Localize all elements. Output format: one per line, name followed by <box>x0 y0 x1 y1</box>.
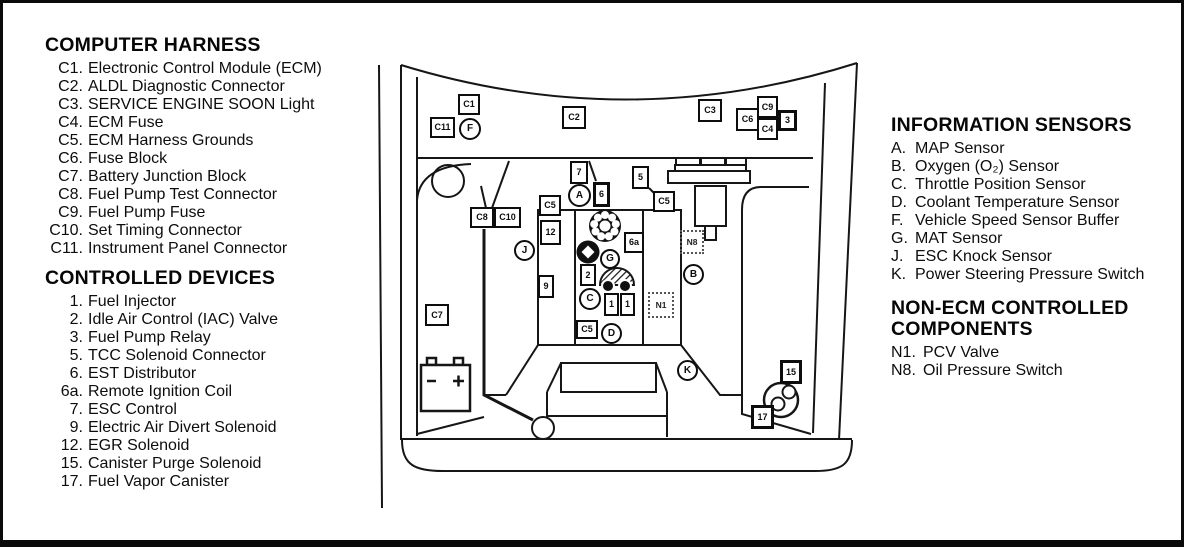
marker-c5-right: C5 <box>653 191 675 212</box>
item-id: F. <box>891 212 904 229</box>
item-id: C9. <box>58 204 83 221</box>
legend-item <box>45 293 381 311</box>
legend-item <box>45 383 381 401</box>
marker-a: A <box>568 184 591 207</box>
item-label: EGR Solenoid <box>88 437 190 454</box>
item-label: ECM Harness Grounds <box>88 132 254 149</box>
item-label: ECM Fuse <box>88 114 164 131</box>
strut-line <box>492 161 509 208</box>
marker-n1: N1 <box>648 292 674 318</box>
marker-c1: C1 <box>458 94 480 115</box>
item-id: 1. <box>69 293 83 310</box>
marker-2: 2 <box>580 264 596 286</box>
marker-3: 3 <box>778 110 797 131</box>
item-id: 15. <box>60 455 83 472</box>
legend-item <box>45 419 381 437</box>
crossmember <box>547 363 667 437</box>
item-id: 3. <box>69 329 83 346</box>
right-fender-corner <box>742 187 809 210</box>
battery <box>421 358 470 411</box>
legend-item <box>45 347 381 365</box>
item-label: SERVICE ENGINE SOON Light <box>88 96 315 113</box>
engine-cradle-left <box>506 345 538 395</box>
item-label: Fuel Pump Relay <box>88 329 211 346</box>
marker-b: B <box>683 264 704 285</box>
item-label: Electronic Control Module (ECM) <box>88 60 322 77</box>
marker-6: 6 <box>593 182 610 207</box>
item-label: Fuel Vapor Canister <box>88 473 230 490</box>
controlled-devices-title: CONTROLLED DEVICES <box>45 267 276 289</box>
legend-item <box>891 176 1173 194</box>
marker-c5-bottom: C5 <box>576 320 598 339</box>
controlled-devices-section <box>45 268 381 491</box>
computer-harness-list <box>45 60 381 258</box>
item-id: 7. <box>69 401 83 418</box>
legend-item <box>45 222 381 240</box>
item-label: Battery Junction Block <box>88 168 247 185</box>
item-label: ALDL Diagnostic Connector <box>88 78 285 95</box>
legend-item <box>891 140 1173 158</box>
item-id: C10. <box>49 222 83 239</box>
legend-item <box>45 311 381 329</box>
item-label: Fuel Pump Test Connector <box>88 186 278 203</box>
marker-5: 5 <box>632 166 649 189</box>
marker-9: 9 <box>538 275 554 298</box>
item-label: Set Timing Connector <box>88 222 242 239</box>
item-id: G. <box>891 230 908 247</box>
item-label: PCV Valve <box>923 344 1000 361</box>
computer-harness-section <box>45 35 381 258</box>
legend-item <box>45 329 381 347</box>
item-label: Vehicle Speed Sensor Buffer <box>915 212 1120 229</box>
marker-c6: C6 <box>736 108 759 131</box>
marker-f: F <box>459 118 481 140</box>
marker-g: G <box>600 249 620 269</box>
item-id: C. <box>891 176 907 193</box>
non-ecm-section <box>891 298 1173 380</box>
item-id: 12. <box>60 437 83 454</box>
item-id: C8. <box>58 186 83 203</box>
marker-1-left: 1 <box>604 293 619 316</box>
legend-item <box>45 96 381 114</box>
item-label: Remote Ignition Coil <box>88 383 233 400</box>
bumper-outline <box>402 440 852 471</box>
item-label: Oxygen (O₂) Sensor <box>915 158 1060 175</box>
information-sensors-title: INFORMATION SENSORS <box>891 114 1132 136</box>
item-id: 5. <box>69 347 83 364</box>
marker-c11: C11 <box>430 117 455 138</box>
item-id: C2. <box>58 78 83 95</box>
legend-item <box>45 401 381 419</box>
item-id: C11. <box>50 240 83 257</box>
item-label: MAT Sensor <box>915 230 1003 247</box>
legend-item <box>891 266 1173 284</box>
item-id: C1. <box>58 60 83 77</box>
item-label: Fuel Pump Fuse <box>88 204 206 221</box>
information-sensors-section <box>891 115 1173 284</box>
legend-item <box>45 168 381 186</box>
controlled-devices-list <box>45 293 381 491</box>
non-ecm-list <box>891 344 1173 380</box>
legend-item <box>45 150 381 168</box>
item-id: C6. <box>58 150 83 167</box>
computer-harness-title: COMPUTER HARNESS <box>45 34 261 56</box>
item-label: EST Distributor <box>88 365 197 382</box>
marker-c7: C7 <box>425 304 449 326</box>
marker-c8: C8 <box>470 207 494 228</box>
information-sensors-list <box>891 140 1173 284</box>
marker-1-right: 1 <box>620 293 635 316</box>
front-circle <box>532 417 554 439</box>
item-id: D. <box>891 194 907 211</box>
marker-6a: 6a <box>624 232 644 253</box>
legend-item <box>45 186 381 204</box>
left-fender-arc <box>417 164 471 200</box>
injector-dot <box>619 280 631 292</box>
item-id: K. <box>891 266 907 283</box>
legend-item <box>45 365 381 383</box>
marker-17: 17 <box>751 405 774 429</box>
marker-c2: C2 <box>562 106 586 129</box>
item-id: 17. <box>60 473 83 490</box>
item-id: A. <box>891 140 907 157</box>
inner-right-line <box>813 83 825 433</box>
legend-item <box>45 132 381 150</box>
item-label: Electric Air Divert Solenoid <box>88 419 277 436</box>
marker-k: K <box>677 360 698 381</box>
item-label: ESC Control <box>88 401 177 418</box>
item-id: J. <box>891 248 904 265</box>
marker-c: C <box>579 288 601 310</box>
item-label: Instrument Panel Connector <box>88 240 288 257</box>
item-id: N1. <box>891 344 916 361</box>
legend-item <box>891 158 1173 176</box>
item-label: Idle Air Control (IAC) Valve <box>88 311 278 328</box>
left-lower-diagonal <box>417 417 484 434</box>
item-id: B. <box>891 158 907 175</box>
marker-c4: C4 <box>757 118 778 140</box>
item-id: 2. <box>69 311 83 328</box>
horn-circle <box>432 165 464 197</box>
item-id: 6. <box>69 365 83 382</box>
marker-n8: N8 <box>680 230 704 254</box>
legend-item <box>891 194 1173 212</box>
legend-item <box>45 204 381 222</box>
item-id: C3. <box>58 96 83 113</box>
item-id: 6a. <box>60 383 83 400</box>
item-id: C5. <box>58 132 83 149</box>
item-label: Power Steering Pressure Switch <box>915 266 1145 283</box>
legend-item <box>45 240 381 258</box>
item-label: Throttle Position Sensor <box>915 176 1086 193</box>
item-label: Coolant Temperature Sensor <box>915 194 1120 211</box>
legend-item <box>45 473 381 491</box>
marker-d: D <box>601 323 622 344</box>
legend-item <box>891 362 1173 380</box>
marker-c5-left: C5 <box>539 195 561 216</box>
strut-line-2 <box>481 186 486 208</box>
legend-item <box>45 114 381 132</box>
marker-7: 7 <box>570 161 588 184</box>
item-label: ESC Knock Sensor <box>915 248 1052 265</box>
item-label: Fuse Block <box>88 150 168 167</box>
item-id: N8. <box>891 362 916 379</box>
legend-item <box>891 212 1173 230</box>
legend-item <box>891 344 1173 362</box>
injector-dot <box>602 280 614 292</box>
marker-c3: C3 <box>698 99 722 122</box>
marker-15: 15 <box>780 360 802 384</box>
legend-item <box>45 455 381 473</box>
item-label: TCC Solenoid Connector <box>88 347 266 364</box>
item-label: Fuel Injector <box>88 293 177 310</box>
legend-item <box>891 248 1173 266</box>
marker-c10: C10 <box>494 207 521 228</box>
diamond-fitting <box>577 241 600 264</box>
item-label: MAP Sensor <box>915 140 1005 157</box>
legend-item <box>45 60 381 78</box>
item-id: 9. <box>69 419 83 436</box>
lead-to-6 <box>589 161 596 181</box>
right-legend <box>891 115 1173 380</box>
legend-item <box>45 78 381 96</box>
item-label: Canister Purge Solenoid <box>88 455 262 472</box>
item-id: C4. <box>58 114 83 131</box>
item-label: Oil Pressure Switch <box>923 362 1063 379</box>
legend-item <box>891 230 1173 248</box>
legend-item <box>45 437 381 455</box>
marker-c9: C9 <box>757 96 778 118</box>
left-legend <box>45 35 381 491</box>
marker-12: 12 <box>540 220 561 245</box>
non-ecm-title: NON-ECM CONTROLLED COMPONENTS <box>891 297 1129 340</box>
hood-right-edge <box>839 63 857 440</box>
item-id: C7. <box>58 168 83 185</box>
marker-j: J <box>514 240 535 261</box>
distributor <box>589 210 621 242</box>
